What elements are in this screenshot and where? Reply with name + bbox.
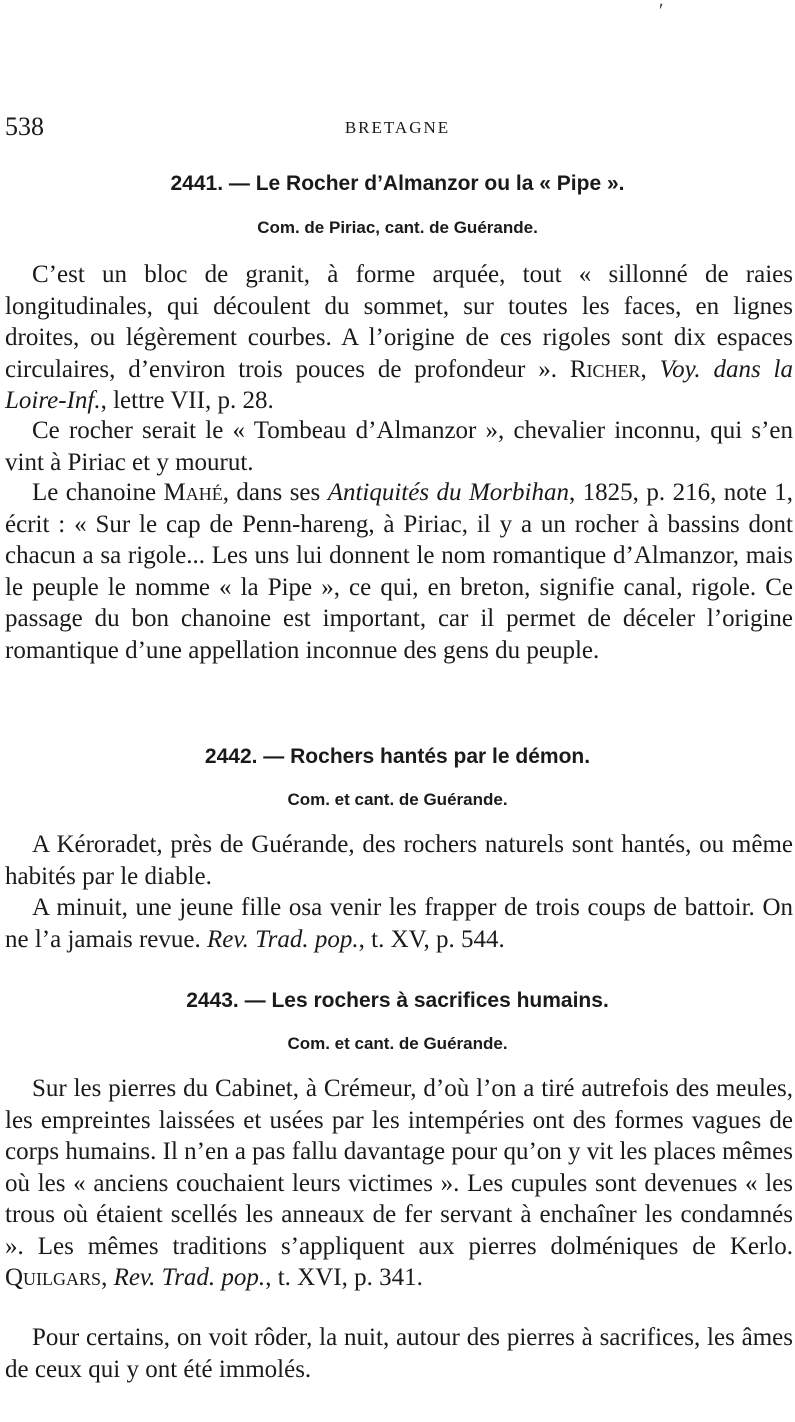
- entry-2441-paragraph-1: C’est un bloc de granit, à forme arquée, tout « sillonné de raies longitudinales, qui découlent du sommet, sur toutes les faces, en lignes droites, ou légèrement courbes. A l’origine de ces rigoles sont dix espaces circulaires, d’environ trois pouces de profondeur ». Richer, Voy. dans la Loire-Inf., lettre VII, p. 28.: [5, 261, 793, 414]
- page-number: 538: [5, 112, 44, 141]
- source-title: Antiquités du Morbihan: [327, 479, 569, 506]
- entry-2441-location: Com. de Piriac, cant. de Guérande.: [257, 218, 538, 237]
- source-title: Rev. Trad. pop.: [113, 1264, 266, 1291]
- entry-2442-location: Com. et cant. de Guérande.: [287, 790, 508, 809]
- entry-2441-paragraph-3: Le chanoine Mahé, dans ses Antiquités du Morbihan, 1825, p. 216, note 1, écrit : « Sur le cap de Penn-hareng, à Piriac, il y a un rocher à bassins dont chacun a sa rigole... Les uns lui donnent le nom romantique d’Almanzor, mais le peuple le nomme « la Pipe », ce qui, en breton, signifie canal, rigole. Ce passage du bon chanoine est important, car il permet de déceler l’origine romantique d’une appellation inconnue des gens du peuple.: [5, 479, 793, 664]
- running-head: [5, 112, 790, 144]
- running-title: BRETAGNE: [344, 118, 451, 137]
- entry-2443-paragraph-1: Sur les pierres du Cabinet, à Crémeur, d’où l’on a tiré autrefois des meules, les empreintes laissées et usées par les intempéries ont des formes vagues de corps humains. Il n’en a pas fallu davantage pour qu’on y vit les places mêmes où les « anciens couchaient leurs victimes ». Les cupules sont devenues « les trous où étaient scellés les anneaux de fer servant à enchaîner les condamnés ». Les mêmes traditions s’appliquent aux pierres dolméniques de Kerlo. Quilgars, Rev. Trad. pop., t. XVI, p. 341.: [5, 1075, 793, 1291]
- entry-2442-title: 2442. — Rochers hantés par le démon.: [204, 745, 591, 768]
- entry-2443-title: 2443. — Les rochers à sacrifices humains.: [186, 989, 609, 1012]
- entry-2441-paragraph-2: Ce rocher serait le « Tombeau d’Almanzor », chevalier inconnu, qui s’en vint à Piriac et y mourut.: [5, 417, 793, 476]
- entry-2441-title: 2441. — Le Rocher d’Almanzor ou la « Pipe ».: [170, 172, 625, 195]
- entry-2443-location: Com. et cant. de Guérande.: [287, 1034, 508, 1053]
- source-title: Voy. dans la Loire-Inf.: [5, 355, 793, 414]
- author-name: Quilgars: [5, 1264, 102, 1291]
- author-name: Mahé: [163, 479, 223, 506]
- entry-2443-paragraph-2: Pour certains, on voit rôder, la nuit, autour des pierres à sacrifices, les âmes de ceux qui y ont été immolés.: [5, 1324, 793, 1383]
- author-name: Richer: [569, 355, 641, 383]
- source-title: Rev. Trad. pop.: [207, 925, 359, 953]
- entry-2442-paragraph-1: A Kéroradet, près de Guérande, des rochers naturels sont hantés, ou même habités par le diable.: [5, 831, 793, 890]
- stray-ink-mark: ʹ: [659, 0, 664, 22]
- entry-2442-paragraph-2: A minuit, une jeune fille osa venir les frapper de trois coups de battoir. On ne l’a jamais revue. Rev. Trad. pop., t. XV, p. 544.: [5, 894, 793, 953]
